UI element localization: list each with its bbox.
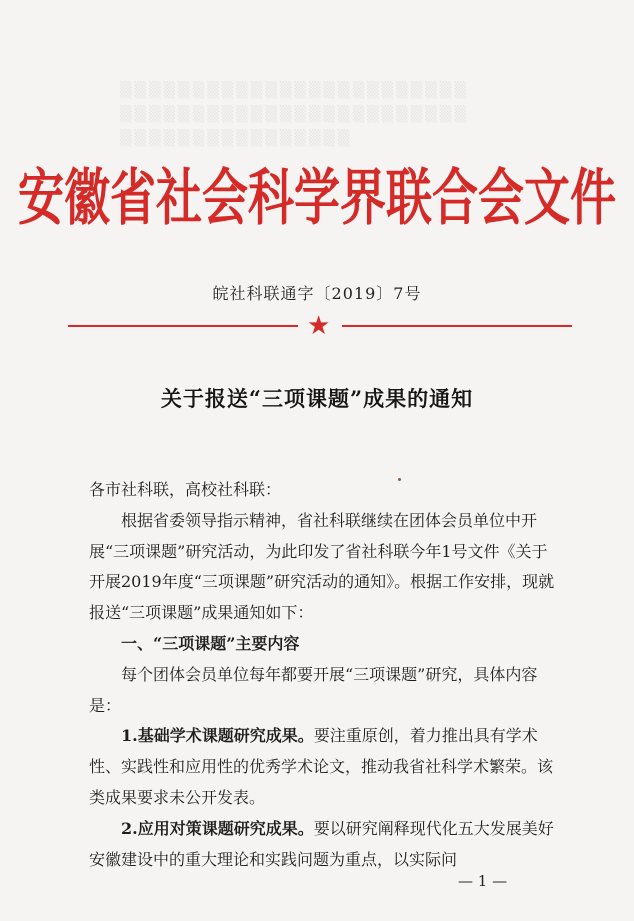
notice-title: 关于报送“三项课题”成果的通知 <box>160 386 474 411</box>
masthead-title: 安徽省社会科学界联合会文件 <box>18 161 616 234</box>
item-1 <box>89 721 557 813</box>
bleed-through-text: ▒▒▒▒▒▒▒▒▒▒▒▒▒▒▒▒▒▒▒▒▒▒▒▒ ▒▒▒▒▒▒▒▒▒▒▒▒▒▒▒▒▒▒▒▒▒▒▒▒ ▒▒▒▒▒▒▒▒▒▒▒▒▒▒▒▒ <box>120 81 469 147</box>
divider-line-left <box>68 325 298 327</box>
star-icon: ★ <box>307 311 331 341</box>
paragraph-intro: 根据省委领导指示精神，省社科联继续在团体会员单位中开展“三项课题”研究活动，为此印发了省社科联今年1号文件《关于开展2019年度“三项课题”研究活动的通知》。根据工作安排，现就报送“三项课题”成果通知如下： <box>89 510 555 623</box>
red-divider <box>68 311 572 341</box>
section-heading-1: 一、“三项课题”主要内容 <box>121 633 300 653</box>
item-2-lead: 2.应用对策课题研究成果。 <box>121 818 314 838</box>
document-body <box>89 475 557 875</box>
page-number: — 1 — <box>458 872 508 890</box>
item-2 <box>89 814 557 876</box>
item-1-lead: 1.基础学术课题研究成果。 <box>121 726 314 746</box>
document-number: 皖社科联通字〔2019〕7号 <box>212 284 422 303</box>
divider-line-right <box>342 325 572 327</box>
addressee: 各市社科联，高校社科联： <box>89 480 282 499</box>
item-2-text: 要以研究阐释现代化五大发展美好安徽建设中的重大理论和实践问题为重点，以实际问 <box>89 818 554 869</box>
paragraph-content-intro: 每个团体会员单位每年都要开展“三项课题”研究，具体内容是： <box>89 664 538 715</box>
item-1-text: 要注重原创，着力推出具有学术性、实践性和应用性的优秀学术论文，推动我省社科学术繁荣。该类成果要求未公开发表。 <box>89 726 554 807</box>
